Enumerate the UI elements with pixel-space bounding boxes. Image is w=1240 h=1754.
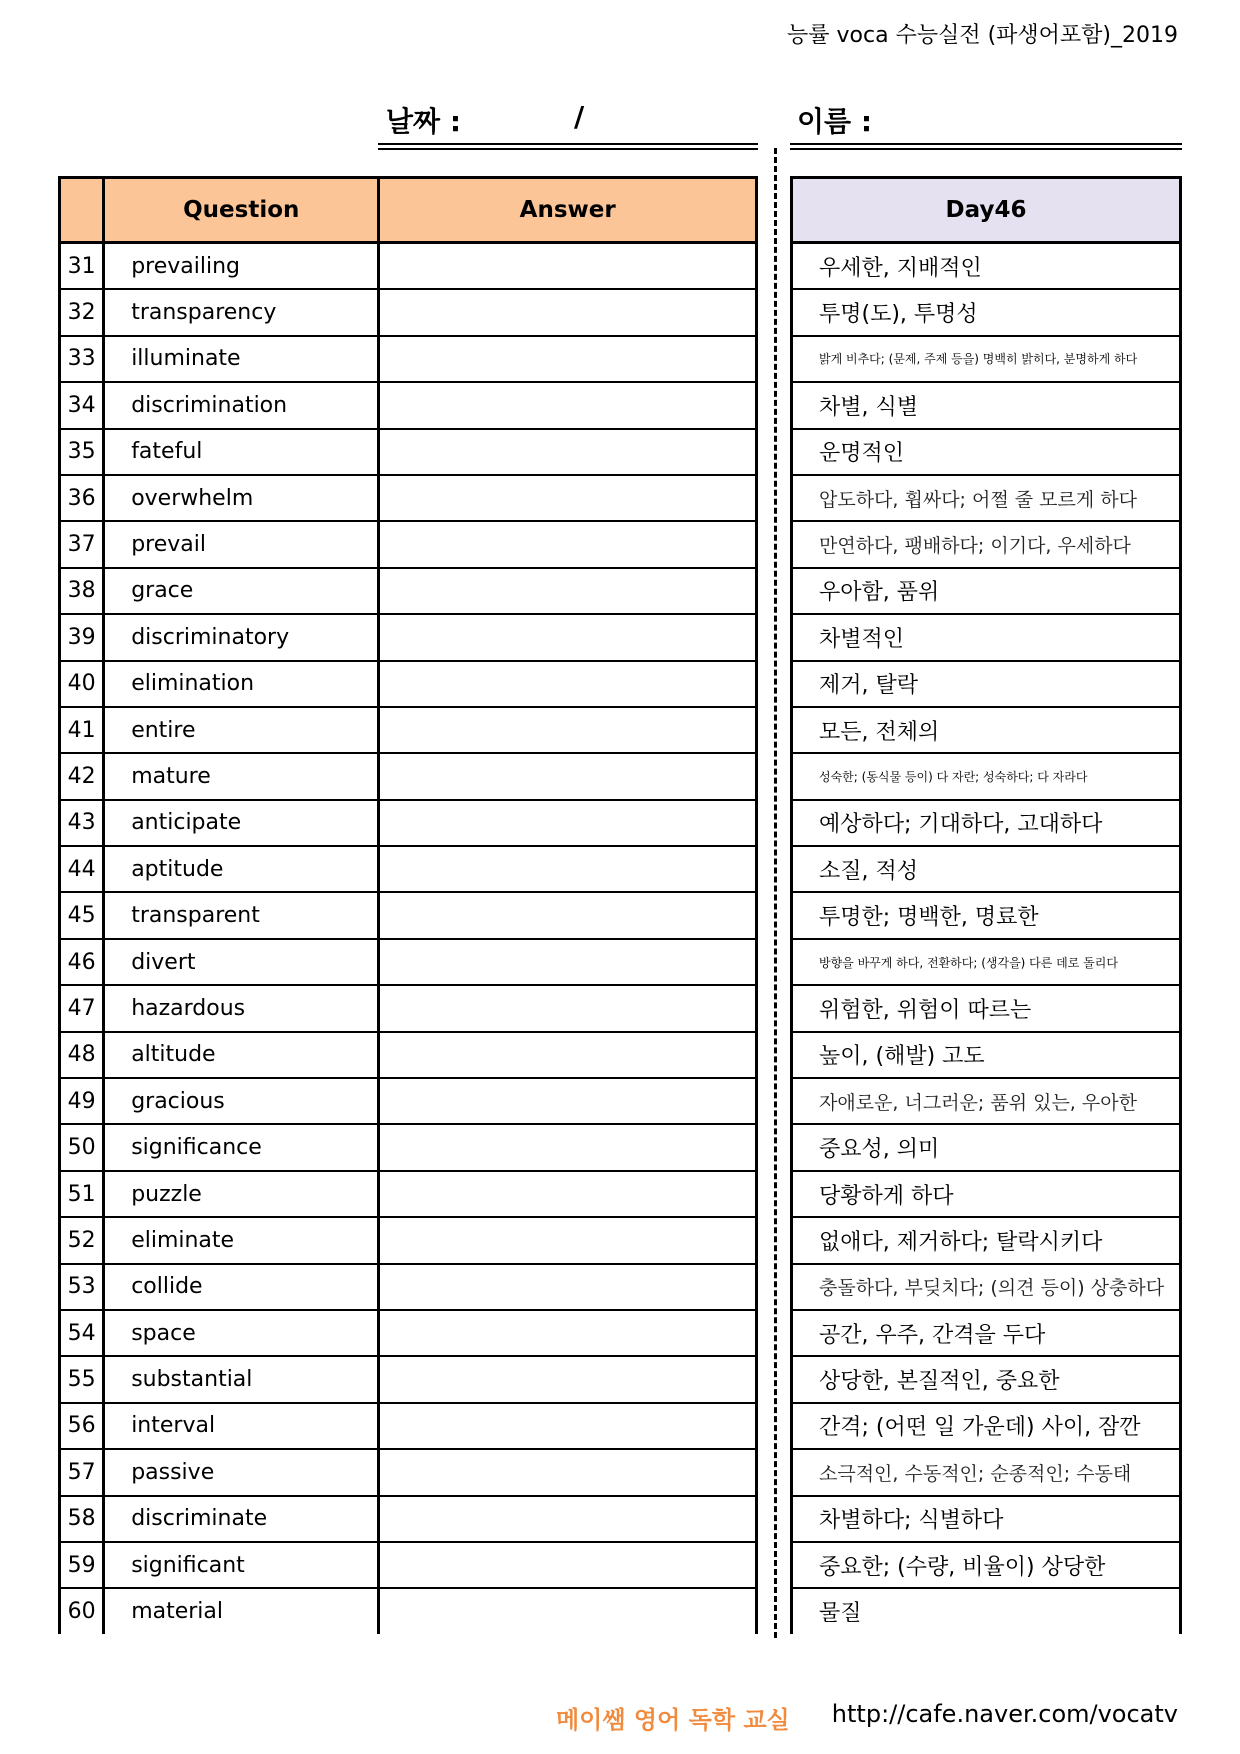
- meaning-text: 없애다, 제거하다; 탈락시키다: [792, 1217, 1181, 1263]
- meaning-table-header-row: [792, 178, 1181, 243]
- table-row: [60, 1356, 757, 1402]
- meaning-text: 공간, 우주, 간격을 두다: [792, 1310, 1181, 1356]
- meaning-row: [792, 614, 1181, 660]
- meaning-row: [792, 1217, 1181, 1263]
- question-number: 51: [60, 1171, 104, 1217]
- meaning-row: [792, 1124, 1181, 1170]
- question-number: 60: [60, 1588, 104, 1633]
- question-word: discriminatory: [104, 614, 379, 660]
- question-word: altitude: [104, 1032, 379, 1078]
- question-word: eliminate: [104, 1217, 379, 1263]
- answer-cell[interactable]: [379, 1032, 757, 1078]
- question-word: puzzle: [104, 1171, 379, 1217]
- question-number: 32: [60, 289, 104, 335]
- cut-line-divider: [774, 148, 777, 1638]
- question-word: interval: [104, 1403, 379, 1449]
- answer-cell[interactable]: [379, 1403, 757, 1449]
- meaning-row: [792, 1264, 1181, 1310]
- table-row: [60, 800, 757, 846]
- question-word: elimination: [104, 661, 379, 707]
- meaning-table-body: [792, 243, 1181, 1634]
- date-slash: /: [574, 100, 585, 133]
- table-row: [60, 614, 757, 660]
- answer-cell[interactable]: [379, 614, 757, 660]
- meaning-text: 투명(도), 투명성: [792, 289, 1181, 335]
- meaning-row: [792, 568, 1181, 614]
- question-word: divert: [104, 939, 379, 985]
- meaning-row: [792, 800, 1181, 846]
- question-word: discrimination: [104, 382, 379, 428]
- question-number: 39: [60, 614, 104, 660]
- question-number: 37: [60, 521, 104, 567]
- question-number: 40: [60, 661, 104, 707]
- question-word: prevail: [104, 521, 379, 567]
- meaning-row: [792, 429, 1181, 475]
- table-row: [60, 707, 757, 753]
- question-word: aptitude: [104, 846, 379, 892]
- answer-cell[interactable]: [379, 1356, 757, 1402]
- meaning-text: 충돌하다, 부딪치다; (의견 등이) 상충하다: [792, 1264, 1181, 1310]
- question-number: 45: [60, 892, 104, 938]
- meaning-text: 물질: [819, 1601, 862, 1627]
- question-word: discriminate: [104, 1496, 379, 1542]
- question-word: significance: [104, 1124, 379, 1170]
- table-row: [60, 1078, 757, 1124]
- meaning-row: [792, 1032, 1181, 1078]
- question-word: significant: [104, 1542, 379, 1588]
- question-number: 49: [60, 1078, 104, 1124]
- meaning-table: [790, 176, 1182, 1634]
- answer-cell[interactable]: [379, 846, 757, 892]
- question-number: 36: [60, 475, 104, 521]
- question-number: 58: [60, 1496, 104, 1542]
- table-row: [60, 753, 757, 799]
- table-row: [60, 661, 757, 707]
- question-word: passive: [104, 1449, 379, 1495]
- answer-cell[interactable]: [379, 1449, 757, 1495]
- answer-cell[interactable]: [379, 1542, 757, 1588]
- meaning-text: 운명적인: [792, 429, 1181, 475]
- question-word: hazardous: [104, 985, 379, 1031]
- table-row: [60, 846, 757, 892]
- table-row: [60, 1124, 757, 1170]
- table-row: [60, 1264, 757, 1310]
- question-word: entire: [104, 707, 379, 753]
- question-number: 44: [60, 846, 104, 892]
- meaning-row: [792, 243, 1181, 290]
- answer-header: Answer: [379, 178, 757, 243]
- table-row: [60, 521, 757, 567]
- table-row: [60, 1310, 757, 1356]
- meaning-row: [792, 521, 1181, 567]
- table-row: [60, 1032, 757, 1078]
- table-row: [60, 382, 757, 428]
- question-word: substantial: [104, 1356, 379, 1402]
- question-number: 34: [60, 382, 104, 428]
- meaning-text: 모든, 전체의: [792, 707, 1181, 753]
- meaning-text: 차별적인: [792, 614, 1181, 660]
- question-answer-table: [58, 176, 758, 1634]
- meaning-row: [792, 753, 1181, 799]
- meaning-text: 중요한; (수량, 비율이) 상당한: [792, 1542, 1181, 1588]
- meaning-text: 제거, 탈락: [792, 661, 1181, 707]
- question-number: 35: [60, 429, 104, 475]
- meaning-text: 밝게 비추다; (문제, 주제 등을) 명백히 밝히다, 분명하게 하다: [792, 336, 1181, 382]
- meaning-row: [792, 1542, 1181, 1588]
- meaning-text: 방향을 바꾸게 하다, 전환하다; (생각을) 다른 데로 돌리다: [792, 939, 1181, 985]
- answer-cell[interactable]: [379, 1124, 757, 1170]
- table-row: [60, 1171, 757, 1217]
- question-number: 42: [60, 753, 104, 799]
- answer-cell[interactable]: [379, 1171, 757, 1217]
- question-header: Question: [104, 178, 379, 243]
- question-number: 55: [60, 1356, 104, 1402]
- question-word: gracious: [104, 1078, 379, 1124]
- question-number: 57: [60, 1449, 104, 1495]
- meaning-text: 투명한; 명백한, 명료한: [792, 892, 1181, 938]
- question-word: transparent: [104, 892, 379, 938]
- answer-cell[interactable]: [379, 800, 757, 846]
- meaning-row: [792, 1310, 1181, 1356]
- meaning-text: 차별하다; 식별하다: [792, 1496, 1181, 1542]
- answer-cell[interactable]: [379, 892, 757, 938]
- question-word: anticipate: [104, 800, 379, 846]
- meaning-row: [792, 1403, 1181, 1449]
- table-row: [60, 939, 757, 985]
- question-word: transparency: [104, 289, 379, 335]
- question-word: mature: [104, 753, 379, 799]
- answer-cell[interactable]: [379, 1217, 757, 1263]
- meaning-text: 간격; (어떤 일 가운데) 사이, 잠깐: [792, 1403, 1181, 1449]
- number-header: [60, 178, 104, 243]
- meaning-row: [792, 1588, 1181, 1633]
- meaning-row: [792, 985, 1181, 1031]
- meaning-text: 소극적인, 수동적인; 순종적인; 수동태: [792, 1449, 1181, 1495]
- meaning-row: [792, 289, 1181, 335]
- table-row: [60, 985, 757, 1031]
- meaning-text: 우세한, 지배적인: [792, 243, 1181, 290]
- meaning-row: [792, 475, 1181, 521]
- meaning-row: [792, 661, 1181, 707]
- date-underline: [378, 143, 758, 150]
- answer-cell[interactable]: [379, 243, 757, 290]
- table-row: [60, 475, 757, 521]
- question-number: 50: [60, 1124, 104, 1170]
- meaning-text: 압도하다, 휩싸다; 어쩔 줄 모르게 하다: [792, 475, 1181, 521]
- answer-cell[interactable]: [379, 382, 757, 428]
- meaning-text: 자애로운, 너그러운; 품위 있는, 우아한: [792, 1078, 1181, 1124]
- table-row: [60, 336, 757, 382]
- footer-brand: 메이쌤 영어 독학 교실: [556, 1706, 790, 1734]
- answer-cell[interactable]: [379, 1078, 757, 1124]
- answer-cell[interactable]: [379, 1588, 757, 1633]
- question-number: 48: [60, 1032, 104, 1078]
- meaning-text: 높이, (해발) 고도: [792, 1032, 1181, 1078]
- question-table-header-row: [60, 178, 757, 243]
- answer-cell[interactable]: [379, 753, 757, 799]
- answer-cell[interactable]: [379, 939, 757, 985]
- meaning-row: [792, 1356, 1181, 1402]
- question-word: collide: [104, 1264, 379, 1310]
- table-row: [60, 892, 757, 938]
- meaning-row: [792, 707, 1181, 753]
- meaning-text: 만연하다, 팽배하다; 이기다, 우세하다: [792, 521, 1181, 567]
- meaning-row: [792, 846, 1181, 892]
- table-row: [60, 1542, 757, 1588]
- document-title: 능률 voca 수능실전 (파생어포함)_2019: [787, 23, 1178, 48]
- question-word: grace: [104, 568, 379, 614]
- question-number: 46: [60, 939, 104, 985]
- footer-url[interactable]: http://cafe.naver.com/vocatv: [831, 1700, 1178, 1728]
- question-word: illuminate: [104, 336, 379, 382]
- table-row: [60, 1496, 757, 1542]
- meaning-row: [792, 1171, 1181, 1217]
- meaning-row: [792, 1078, 1181, 1124]
- answer-cell[interactable]: [379, 985, 757, 1031]
- meaning-row: [792, 939, 1181, 985]
- answer-cell[interactable]: [379, 521, 757, 567]
- meaning-row: [792, 892, 1181, 938]
- table-row: [60, 1449, 757, 1495]
- table-row: [60, 289, 757, 335]
- table-row: [60, 1217, 757, 1263]
- question-word: material: [104, 1588, 379, 1633]
- question-word: prevailing: [104, 243, 379, 290]
- meaning-text: 상당한, 본질적인, 중요한: [792, 1356, 1181, 1402]
- name-label: 이름 :: [797, 105, 873, 138]
- table-row: [60, 568, 757, 614]
- meaning-text: 중요성, 의미: [792, 1124, 1181, 1170]
- question-number: 38: [60, 568, 104, 614]
- meaning-row: [792, 382, 1181, 428]
- meaning-row: [792, 336, 1181, 382]
- answer-cell[interactable]: [379, 1496, 757, 1542]
- meaning-text: 당황하게 하다: [792, 1171, 1181, 1217]
- question-number: 59: [60, 1542, 104, 1588]
- table-row: [60, 1403, 757, 1449]
- table-row: [60, 243, 757, 290]
- meaning-text: 위험한, 위험이 따르는: [792, 985, 1181, 1031]
- answer-cell[interactable]: [379, 1310, 757, 1356]
- question-number: 43: [60, 800, 104, 846]
- meaning-text: 예상하다; 기대하다, 고대하다: [792, 800, 1181, 846]
- question-number: 31: [60, 243, 104, 290]
- day-header: Day46: [792, 178, 1181, 243]
- answer-cell[interactable]: [379, 475, 757, 521]
- table-row: [60, 1588, 757, 1633]
- question-number: 54: [60, 1310, 104, 1356]
- question-number: 56: [60, 1403, 104, 1449]
- date-label: 날짜 :: [386, 105, 462, 138]
- question-number: 41: [60, 707, 104, 753]
- meaning-text: 성숙한; (동식물 등이) 다 자란; 성숙하다; 다 자라다: [792, 753, 1181, 799]
- question-table-body: [60, 243, 757, 1634]
- answer-cell[interactable]: [379, 707, 757, 753]
- question-number: 52: [60, 1217, 104, 1263]
- question-word: space: [104, 1310, 379, 1356]
- question-number: 53: [60, 1264, 104, 1310]
- table-row: [60, 429, 757, 475]
- question-word: fateful: [104, 429, 379, 475]
- answer-cell[interactable]: [379, 289, 757, 335]
- answer-cell[interactable]: [379, 429, 757, 475]
- answer-cell[interactable]: [379, 568, 757, 614]
- meaning-text: 소질, 적성: [792, 846, 1181, 892]
- meaning-row: [792, 1449, 1181, 1495]
- question-number: 33: [60, 336, 104, 382]
- answer-cell[interactable]: [379, 336, 757, 382]
- question-word: overwhelm: [104, 475, 379, 521]
- meaning-text: 우아함, 품위: [792, 568, 1181, 614]
- name-underline: [790, 143, 1182, 150]
- question-number: 47: [60, 985, 104, 1031]
- meaning-text: 차별, 식별: [792, 382, 1181, 428]
- answer-cell[interactable]: [379, 661, 757, 707]
- meaning-row: [792, 1496, 1181, 1542]
- answer-cell[interactable]: [379, 1264, 757, 1310]
